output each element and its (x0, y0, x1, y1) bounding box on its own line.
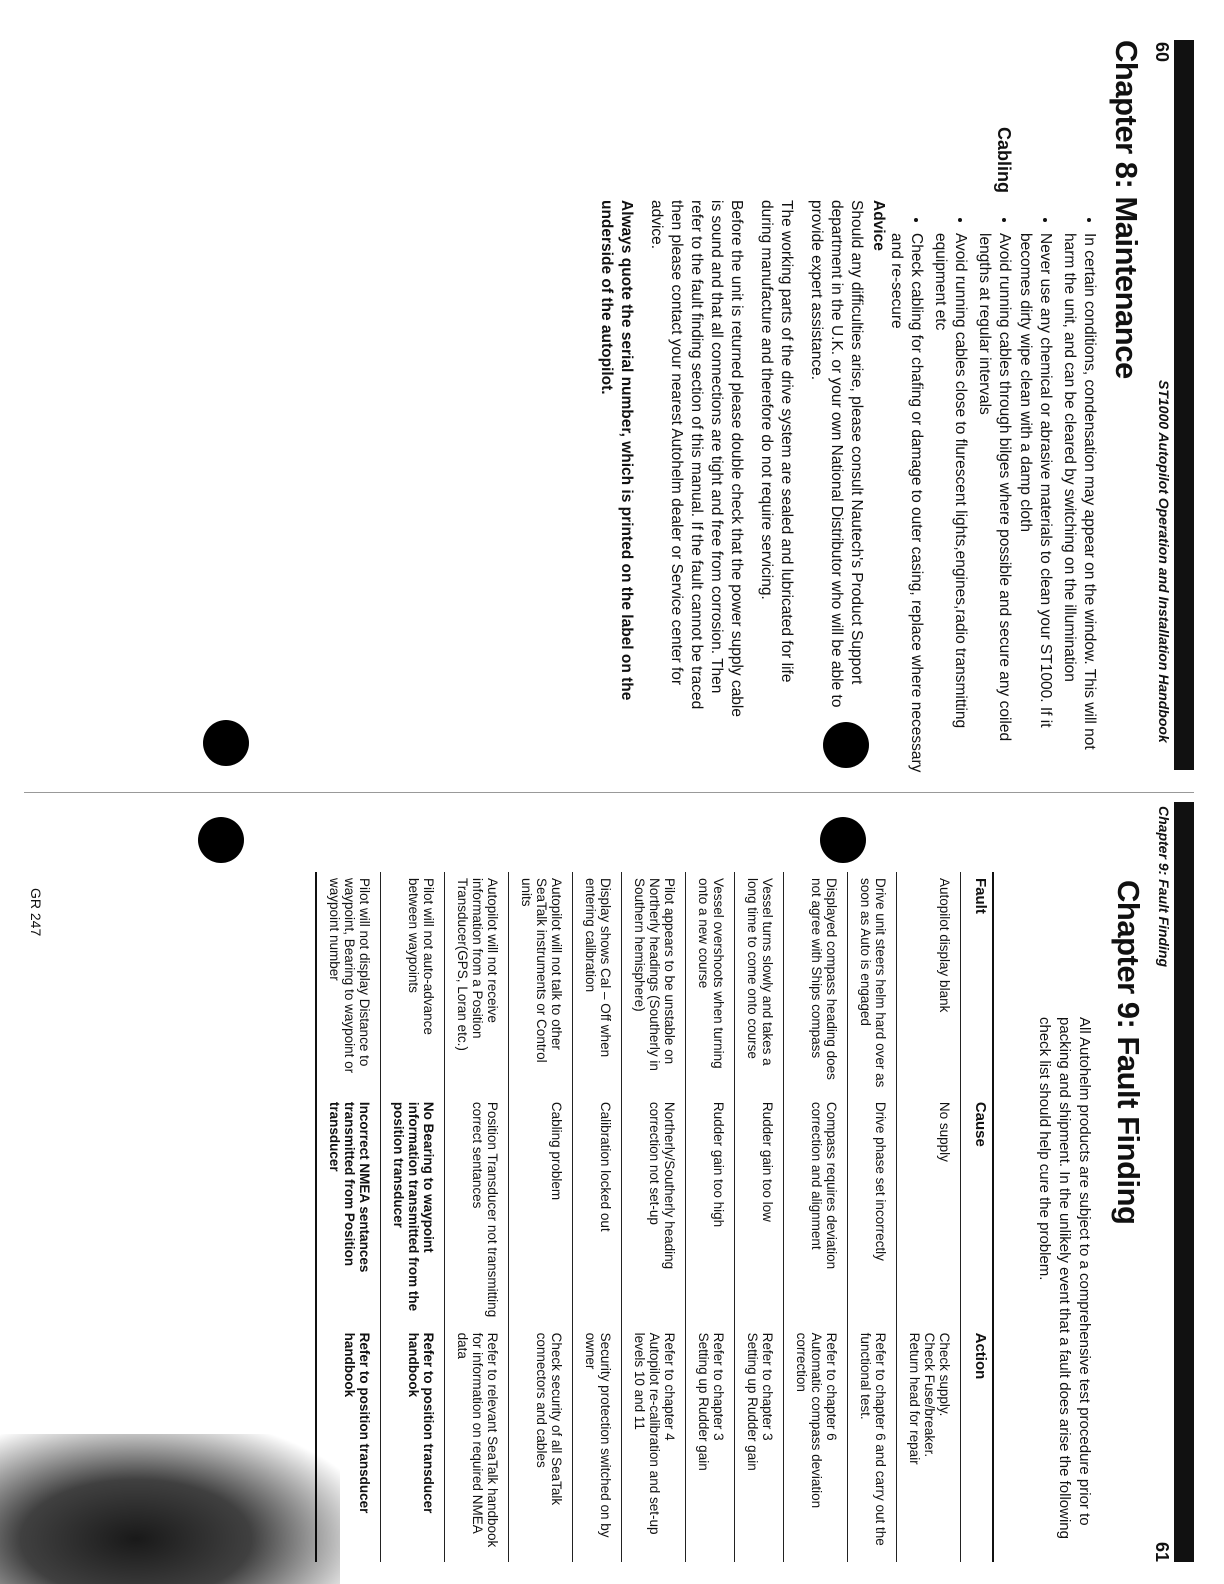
table-cell-fault: Display shows Cal – Off when entering calibration (573, 872, 622, 1096)
table-cell-cause: Rudder gain too high (686, 1096, 735, 1327)
table-row (509, 872, 573, 1562)
chapter-title: Chapter 9: Fault Finding (1111, 880, 1146, 1225)
cabling-heading: Cabling (994, 127, 1014, 193)
advice-paragraph: The working parts of the drive system are sealed and lubricated for life during manufacture and therefore do not require servicing. (758, 200, 795, 683)
page-number: 60 (1152, 42, 1172, 63)
scan-smudge (0, 1434, 340, 1584)
intro-paragraph: All Autohelm products are subject to a comprehensive test procedure prior to packing and shipment. In the unlikely event that a fault does arise the following check list should help cure the problem. (1036, 1017, 1093, 1539)
table-cell-fault: Pilot appears to be unstable on Northerly headings (Southerly in Southern hemisphere) (622, 872, 686, 1096)
table-cell-cause: Northerly/Southerly heading correction not set-up (622, 1096, 686, 1327)
table-row (784, 872, 848, 1562)
table-row (848, 872, 897, 1562)
bullet-item: • In certain conditions, condensation may appear on the window. This will not harm the unit, and can be cleared by switching on the illumination (1059, 233, 1099, 775)
binder-hole (203, 720, 249, 766)
table-row (445, 872, 509, 1562)
fault-table-body (316, 872, 961, 1562)
bullet-item: • Never use any chemical or abrasive materials to clean your ST1000. If it becomes dirty wipe clean with a damp cloth (1015, 233, 1055, 775)
table-cell-action: Refer to chapter 3 Setting up Rudder gain (686, 1327, 735, 1562)
table-cell-fault: Displayed compass heading does not agree with Ships compass (784, 872, 848, 1096)
table-cell-fault: Autopilot display blank (897, 872, 961, 1096)
bullet-item: • Avoid running cables close to flurescent lights,engines,radio transmitting equipment etc (930, 233, 970, 775)
table-row (622, 872, 686, 1562)
table-cell-action: Security protection switched on by owner (573, 1327, 622, 1562)
table-header-row (961, 872, 994, 1562)
table-cell-action: Refer to chapter 6 and carry out the functional test. (848, 1327, 897, 1562)
table-row (735, 872, 784, 1562)
column-header-cause: Cause (961, 1096, 994, 1327)
page-number: 61 (1152, 1542, 1172, 1563)
table-cell-action: Refer to chapter 4 Autopilot re-calibration and set-up levels 10 and 11 (622, 1327, 686, 1562)
chapter-title: Chapter 8: Maintenance (1109, 40, 1144, 379)
table-cell-fault: Vessel overshoots when turning onto a new course (686, 872, 735, 1096)
table-cell-cause: Compass requires deviation correction and alignment (784, 1096, 848, 1327)
binder-hole (198, 817, 244, 863)
column-header-fault: Fault (961, 872, 994, 1096)
table-row (573, 872, 622, 1562)
table-cell-action: Refer to relevant SeaTalk handbook for information on required NMEA data (445, 1327, 509, 1562)
binder-hole (820, 817, 866, 863)
serial-number-note: Always quote the serial number, which is printed on the label on the underside of the autopilot. (598, 200, 635, 701)
column-header-action: Action (961, 1327, 994, 1562)
advice-section (586, 200, 888, 720)
fault-table (315, 872, 994, 1562)
table-cell-cause: Rudder gain too low (735, 1096, 784, 1327)
table-row (381, 872, 445, 1562)
table-cell-fault: Vessel turns slowly and takes a long time to come onto course (735, 872, 784, 1096)
running-header: ST1000 Autopilot Operation and Installation Handbook (1156, 380, 1172, 743)
table-cell-cause: Cabling problem (509, 1096, 573, 1327)
header-bar (1174, 802, 1194, 1562)
table-cell-cause: Incorrect NMEA sentances transmitted from Position transducer (316, 1096, 381, 1327)
table-cell-cause: Calibration locked out (573, 1096, 622, 1327)
table-row (686, 872, 735, 1562)
table-cell-cause: Drive phase set incorrectly (848, 1096, 897, 1327)
table-cell-action: Check supply. Check Fuse/breaker. Return head for repair (897, 1327, 961, 1562)
running-header: Chapter 9: Fault Finding (1156, 806, 1172, 967)
table-cell-action: Refer to position transducer handbook (381, 1327, 445, 1562)
advice-heading: Advice (870, 200, 887, 251)
table-cell-fault: Pilot will not auto-advance between waypoints (381, 872, 445, 1096)
right-page (0, 792, 1224, 1584)
table-cell-fault: Autopilot will not receive information from a Position Transducer(GPS, Loran etc.) (445, 872, 509, 1096)
table-cell-action: Refer to chapter 3 Setting up Rudder gain (735, 1327, 784, 1562)
table-cell-cause: No supply (897, 1096, 961, 1327)
table-cell-action: Refer to position transducer handbook (316, 1327, 381, 1562)
bullet-item: • Check cabling for chafing or damage to outer casing, replace where necessary and re-secure (886, 233, 926, 775)
table-cell-fault: Autopilot will not talk to other SeaTalk instruments or Control units (509, 872, 573, 1096)
window-bullets (1011, 215, 1099, 775)
bullet-item: • Avoid running cables through bilges where possible and secure any coiled lengths at regular intervals (974, 233, 1014, 775)
table-cell-cause: No Bearing to waypoint information transmitted from the position transducer (381, 1096, 445, 1327)
table-row (897, 872, 961, 1562)
header-bar (1174, 40, 1194, 770)
table-cell-action: Refer to chapter 6 Automatic compass deviation correction (784, 1327, 848, 1562)
table-cell-action: Check security of all SeaTalk connectors and cables (509, 1327, 573, 1562)
cabling-bullets (882, 215, 1014, 775)
footer-code: GR 247 (28, 888, 44, 937)
table-cell-cause: Position Transducer not transmitting correct sentances (445, 1096, 509, 1327)
binder-hole (823, 722, 869, 768)
table-cell-fault: Pilot will not display Distance to waypoint, Bearing to waypoint or waypoint number (316, 872, 381, 1096)
advice-paragraph: Before the unit is returned please double check that the power supply cable is sound and that all connections are tight and free from corrosion. Then refer to the fault finding section of this manual. If the fault cannot be traced then please contact your nearest Autohelm dealer or Service center for advice. (648, 200, 745, 717)
advice-paragraph: Should any difficulties arise, please consult Nautech's Product Support department in the U.K. or your own National Distributor who will be able to provide expert assistance. (808, 200, 865, 708)
table-cell-fault: Drive unit steers helm hard over as soon as Auto is engaged (848, 872, 897, 1096)
